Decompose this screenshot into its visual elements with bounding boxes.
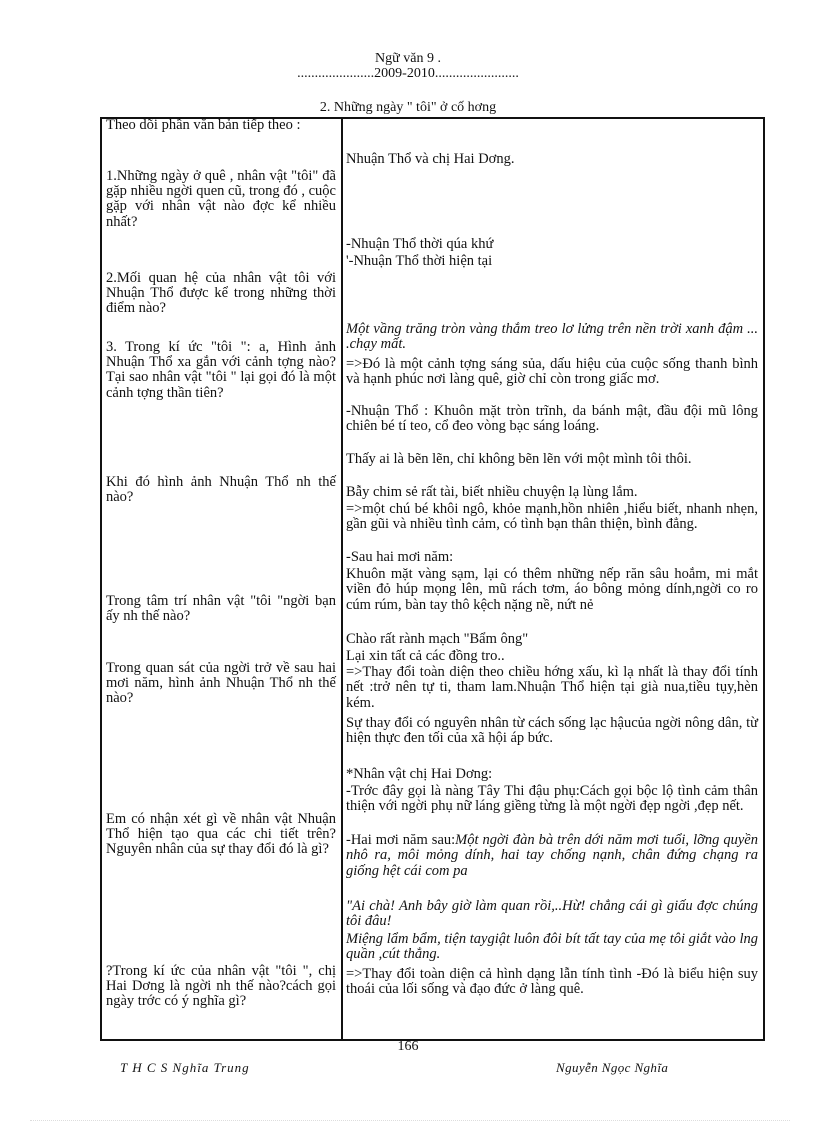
question-3: 3. Trong kí ức "tôi ": a, Hình ảnh Nhuận Thổ xa gắn với cảnh tợng nào? Tại sao nhân vật "tôi " lại gọi đó là một cảnh tợng thần tiên? [106,339,336,401]
header-year: ......................2009-2010........................ [297,66,519,81]
answer-shy: Thấy ai là bẽn lẽn, chỉ không bẽn lẽn với một mình tôi thôi. [346,451,692,467]
question-5: Trong tâm trí nhân vật "tôi "ngời bạn ấy nh thế nào? [106,593,336,625]
answer-childhood-comment: =>một chú bé khôi ngô, khỏe mạnh,hồn nhiên ,hiểu biết, nhanh nhẹn, gần gũi và nhiều tình cảm, có tình bạn thân thiện, bình đẳng. [346,501,758,533]
question-intro: Theo dõi phần văn bản tiếp theo : [106,117,301,133]
answer-hai-duong-past: -Trớc đây gọi là nàng Tây Thi đậu phụ:Cách gọi bộc lộ tình cảm thân thiện với ngời phụ nữ láng giềng từng là một ngời đẹp ngời ,đẹp nết. [346,783,758,815]
answer-cause: Sự thay đổi có nguyên nhân từ cách sống lạc hậucủa ngời nông dân, từ hiện thực đen tối của xã hội áp bức. [346,715,758,747]
table-column-divider [341,117,343,1041]
answer-past: -Nhuận Thổ thời qúa khứ [346,236,494,252]
header-subject: Ngữ văn 9 . [375,51,441,66]
footer-school: T H C S Nghĩa Trung [120,1060,250,1075]
question-8: ?Trong kí ức của nhân vật "tôi ", chị Hai Dơng là ngời nh thế nào?cách gọi ngày trớc có ý nghĩa gì? [106,963,336,1010]
question-4: Khi đó hình ảnh Nhuận Thổ nh thế nào? [106,474,336,506]
answer-scene-comment: =>Đó là một cảnh tợng sáng sủa, dấu hiệu của cuộc sống thanh bình và hạnh phúc nơi làng quê, giờ chỉ còn trong giấc mơ. [346,356,758,388]
answer-hai-duong-later-label: -Hai mơi năm sau: [346,832,456,848]
question-6: Trong quan sát của ngời trở về sau hai mơi năm, hình ảnh Nhuận Thổ nh thế nào? [106,660,336,707]
answer-hai-duong-description: Một ngời đàn bà trên dới năm mơi tuổi, lỡng quyền nhô ra, môi mỏng dính, hai tay chống nạnh, chân đứng chạng ra giống hệt cái com pa [346,832,758,879]
answer-final-comment: =>Thay đổi toàn diện cả hình dạng lẫn tính tình -Đó là biểu hiện suy thoái của lối sống và đạo đức ở làng quê. [346,966,758,998]
answer-greeting: Chào rất rành mạch "Bẩm ông" [346,631,529,647]
answer-present: '-Nhuận Thổ thời hiện tại [346,253,493,269]
answer-quote: "Ai chà! Anh bây giờ làm quan rồi,..Hừ! chẳng cái gì giấu đợc chúng tôi đâu! [346,898,758,930]
question-7: Em có nhận xét gì về nhân vật Nhuận Thổ hiện tạo qua các chi tiết trên? Nguyên nhân của sự thay đổi đó là gì? [106,811,336,858]
question-1: 1.Những ngày ở quê , nhân vật "tôi" đã gặp nhiều ngời quen cũ, trong đó , cuộc gặp với nhân vật nào đợc kể nhiều nhất? [106,168,336,230]
answer-moon-scene: Một vầng trăng tròn vàng thắm treo lơ lửng trên nền trời xanh đậm ... .chạy mất. [346,321,758,353]
bottom-dotted-rule [30,1120,790,1121]
answer-stealing: Miệng lẩm bẩm, tiện taygiật luôn đôi bít tất tay của mẹ tôi giắt vào lng quần ,cút thẳng. [346,931,758,963]
answer-asking: Lại xin tất cả các đồng tro.. [346,648,505,664]
answer-twenty-years: -Sau hai mơi năm: [346,549,454,565]
answer-present-portrait: Khuôn mặt vàng sạm, lại có thêm những nếp răn sâu hoắm, mi mắt viền đỏ húp mọng lên, mũ rách tơm, áo bông mỏng dính,ngời co ro cúm rúm, bàn tay thô kệch nặng nề, nứt nẻ [346,566,758,613]
answer-hai-duong-later [346,833,758,879]
question-2: 2.Mối quan hệ của nhân vật tôi với Nhuận Thổ được kể trong những thời điểm nào? [106,270,336,317]
page-number: 166 [397,1039,419,1054]
footer-author: Nguyễn Ngọc Nghĩa [556,1060,669,1075]
answer-hai-duong-heading: *Nhân vật chị Hai Dơng: [346,766,493,782]
answer-change-comment: =>Thay đổi toàn diện theo chiều hớng xấu, kì lạ nhất là thay đổi tính nết :trở nên tự ti, tham lam.Nhuận Thổ hiện tại già nua,tiều tụy,hèn kém. [346,664,758,711]
answer-characters: Nhuận Thổ và chị Hai Dơng. [346,151,515,167]
section-title: 2. Những ngày " tôi" ở cố hơng [319,100,497,115]
answer-nhuan-tho-portrait: -Nhuận Thổ : Khuôn mặt tròn trĩnh, da bánh mật, đầu đội mũ lông chiên bé tí teo, cổ đeo vòng bạc sáng loáng. [346,403,758,435]
answer-bird-trap: Bẫy chim sẻ rất tài, biết nhiều chuyện lạ lùng lắm. [346,484,638,500]
